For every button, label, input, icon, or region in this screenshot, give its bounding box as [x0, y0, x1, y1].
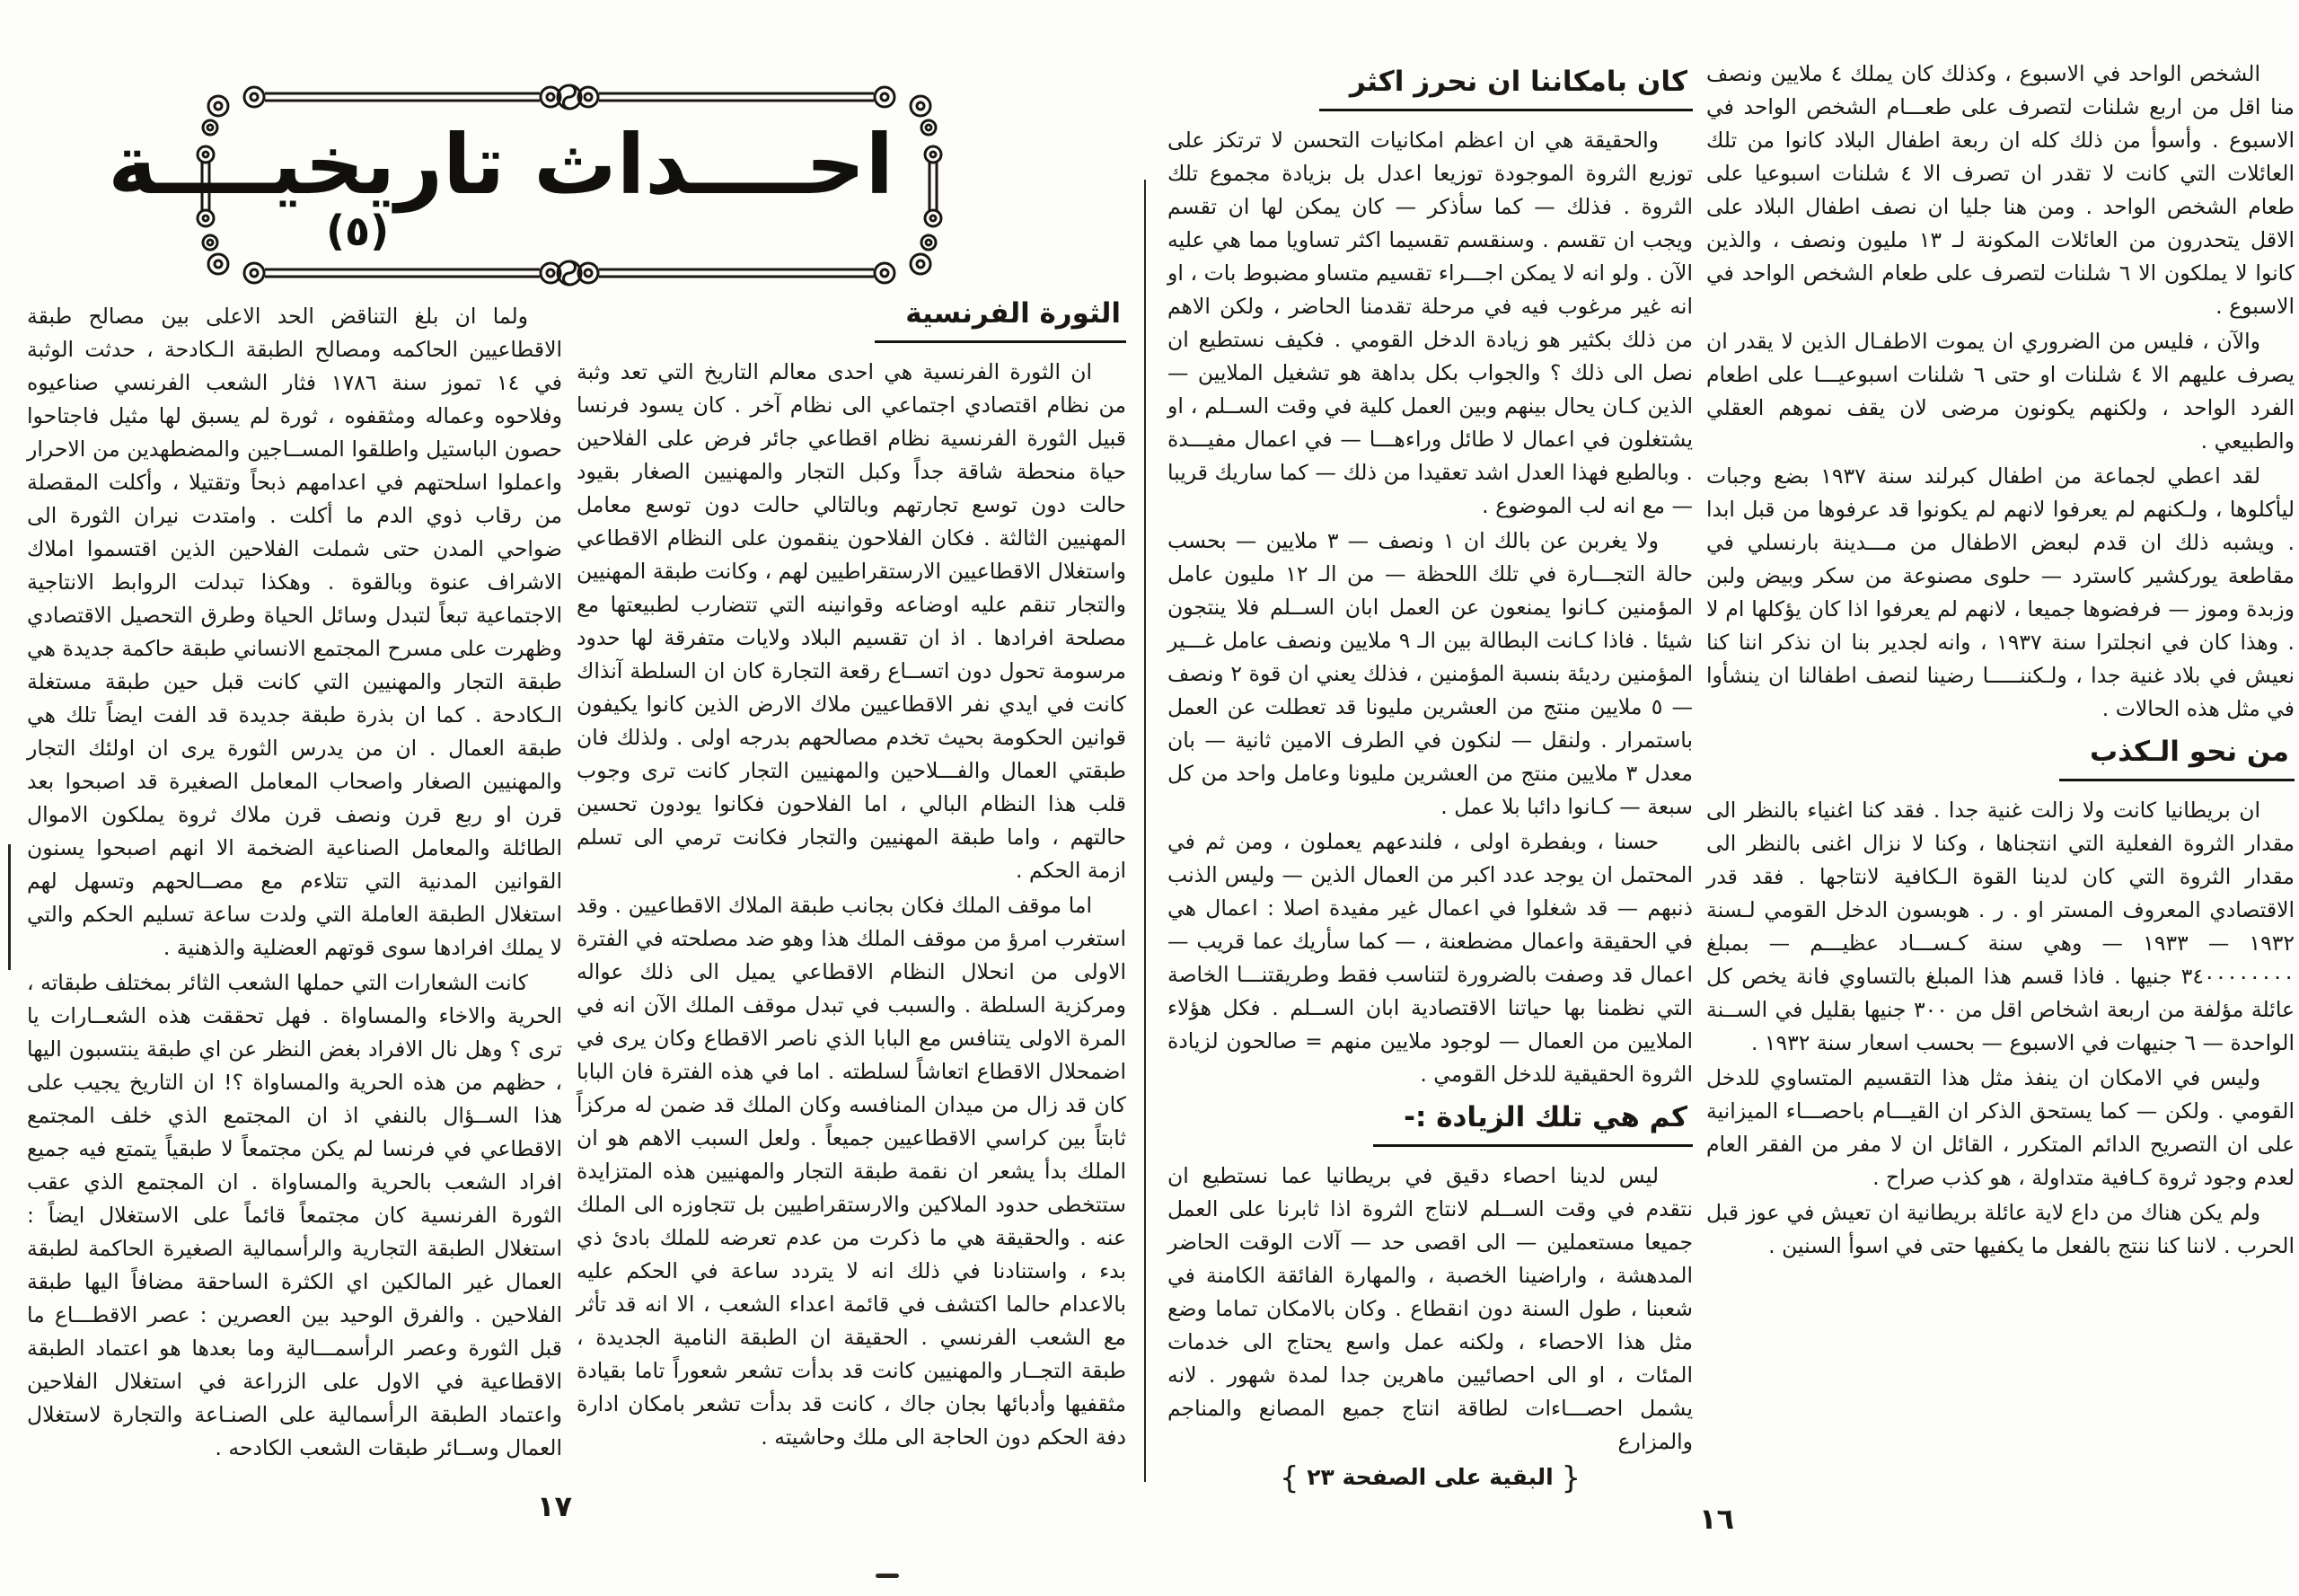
- page-gutter-rule: [1144, 180, 1146, 1482]
- paragraph: ولا يغربن عن بالك ان ١ ونصف — ٣ ملايين — بحسب حالة التجـــارة في تلك اللحظة — من الـ ١٢ مليون عامل المؤمنين كـانوا يمنعون عن العمل ابان الســلم فلا ينتجون شيئا . فاذا كـانت البطالة بين الـ ٩ ملايين ونصف عامل غـــير المؤمنين رديئة بنسبة المؤمنين ، فذلك يعني ان قوة ٢ ونصف — ٥ ملايين منتج من العشرين مليونا قد تعطلت عن العمل باستمرار . ولنقل — لنكون في الطرف الامين ثانية — بان معدل ٣ ملايين منتج من العشرين مليونا وعامل واحد من كل سبعة — كـانوا دائبا بلا عمل .: [1167, 527, 1694, 819]
- title-ornament-box: [108, 83, 947, 287]
- paragraph: والحقيقة هي ان اعظم امكانيات التحسن لا ترتكز على توزيع الثروة الموجودة توزيعا اعدل بل بزيادة مجموع تلك الثروة . فذلك — كما سأذكر — كان يمكن لها ان تقسم ويجب ان تقسم . وسنقسم تقسيما اكثر تساويا مما هي عليه الآن . ولو انه لا يمكن اجـــراء تقسيم متساو مضبوط بات ، او انه غير مرغوب فيه في مرحلة تقدمنا الحاضر ، ولكن الاهم من ذلك بكثير هو زيادة الدخل القومي . فكيف نستطيع ان نصل الى ذلك ؟ والجواب بكل بداهة هو تشغيل الملايين — الذين كـان يحال بينهم وبين العمل كلية في وقت الســلم ، او يشتغلون في اعمال لا طائل وراءهـــا — في اعمال مفيـــدة . وبالطبع فهذا العدل اشد تعقيدا من ذلك — كما ساريك قريبا — مع انه لب الموضوع .: [1167, 127, 1693, 518]
- paragraph: كانت الشعارات التي حملها الشعب الثائر بمختلف طبقاته ، الحرية والاخاء والمساواة . فهل تحققت هذه الشعــارات يا ترى ؟ وهل نال الافراد بغض النظر عن اي طبقة ينتسبون اليها ، حظهم من هذه الحرية والمساواة ؟! ان التاريخ يجيب على هذا الســؤال بالنفي اذ ان المجتمع الذي خلف المجتمع الاقطاعي في فرنسا لم يكن مجتمعاً لا طبقياً يتمتع فيه جميع افراد الشعب بالحرية والمساواة . ان المجتمع الذي عقب الثورة الفرنسية كان مجتمعاً قائماً على الاستغلال ايضاً : استغلال الطبقة التجارية والرأسمالية الصغيرة الحاكمة لطبقة العمال غير المالكين اي الكثرة الساحقة مضافاً اليها طبقة الفلاحين . والفرق الوحيد بين العصرين : عصر الاقطـــاع ما قبل الثورة وعصر الرأسمـــالية وما بعدها هو اعتماد الطبقة الاقطاعية في الاول على الزراعة في استغلال الفلاحين واعتماد الطبقة الرأسمالية على الصنـاعة والتجارة لاستغلال العمال وســائر طبقات الشعب الكادحه .: [27, 970, 562, 1460]
- paragraph: وليس في الامكان ان ينفذ مثل هذا التقسيم المتساوي للدخل القومي . ولكن — كما يستحق الذكر ان القيـــام باحصـــاء الميزانية على ان التصريح الدائم المتكرر ، القائل ان لا مفر من الفقر العام لعدم وجود ثروة كـافية متداولة ، هو كذب صراح .: [1706, 1064, 2295, 1190]
- section-heading-how-much-increase: كم هي تلك الزيادة :-: [1373, 1100, 1693, 1147]
- page-number-left: ١٧: [537, 1489, 573, 1523]
- continuation-note: [1167, 1460, 1693, 1495]
- page-number-right: ١٦: [1699, 1502, 1735, 1536]
- installment-number: (٥): [326, 207, 390, 255]
- scan-edge-mark: [8, 844, 11, 970]
- paragraph: ولم يكن هناك من داع لاية عائلة بريطانية ان تعيش في عوز قبل الحرب . لاننا كنا ننتج بالفعل ما يكفيها حتى في اسوأ السنين .: [1706, 1199, 2295, 1258]
- section-heading-could-have-achieved-more: كان بامكاننا ان نحرز اكثر: [1319, 65, 1693, 111]
- paragraph: ان بريطانيا كانت ولا زالت غنية جدا . فقد كنا اغنياء بالنظر الى مقدار الثروة الفعلية التي انتجناها ، وكنا لا نزال اغنى بالنظر الى مقدار الثروة التي كان لدينا القوة الـكافية لانتاجها . فقد قدر الاقتصادي المعروف المستر او . ر . هوبسون الدخل القومي لـسنة ١٩٣٢ — ١٩٣٣ — وهي سنة كـســـاد عظيـــم — بمبلغ ٣٤٠٠٠٠٠٠٠٠ جنيها . فاذا قسم هذا المبلغ بالتساوي فانة يخص كل عائلة مؤلفة من اربعة اشخاص اقل من ٣٠٠ جنيها بقليل في الســنة الواحدة — ٦ جنيهات في الاسبوع — بحسب اسعار سنة ١٩٣٢ .: [1706, 797, 2295, 1055]
- note-open-brace: {: [1561, 1459, 1581, 1496]
- right-page-main-column: [1167, 65, 1694, 1496]
- magazine-section-title: احــــداث تاريخيــــة: [108, 117, 894, 213]
- paragraph: لقد اعطي لجماعة من اطفال كبرلند سنة ١٩٣٧ بضع وجبات ليأكلوها ، ولـكنهم لم يعرفوا لانهم لم يكونوا قد عرفوها من قبل ابدا . ويشبه ذلك ان قدم لبعض الاطفال من مـــدينة بارنسلي في مقاطعة يوركشير كاسترد — حلوى مصنوعة من سكر وبيض ولبن وزبدة وموز — فرفضوها جميعا ، لانهم لم يعرفوا اذا كان يؤكلها ام لا . وهذا كان في انجلترا سنة ١٩٣٧ ، وانه لجدير بنا ان نذكر اننا كنا نعيش في بلاد غنية جدا ، ولـكننـــــا رضينا لنصف اطفالنا ان ينشأوا في مثل هذه الحالات .: [1706, 463, 2295, 721]
- left-page-inner-column: [577, 296, 1126, 1498]
- left-page-outer-column: [27, 300, 562, 1495]
- right-page: [1150, 0, 2299, 1596]
- paragraph: ان الثورة الفرنسية هي احدى معالم التاريخ التي تعد وثبة من نظام اقتصادي اجتماعي الى نظام آخر . كان يسود فرنسا قبيل الثورة الفرنسية نظام اقطاعي جائر فرض على الفلاحين حياة منحطة شاقة جداً وكبل التجار والمهنيين الصغار بقيود حالت دون توسع تجارتهم وبالتالي حالت دون توسع معامل المهنيين الثالثة . فكان الفلاحون ينقمون على النظام الاقطاعي واستغلال الاقطاعيين الارستقراطيين لهم ، وكانت طبقة المهنيين والتجار تنقم عليه اوضاعه وقوانينه التي تتضارب لطبيعتها مع مصلحة افرادها . اذ ان تقسيم البلاد ولايات متفرقة لها حدود مرسومة تحول دون اتســاع رقعة التجارة كان ان السلطة آنذاك كانت في ايدي نفر الاقطاعيين ملاك الارض الذين كانوا يكيفون قوانين الحكومة بحيث تخدم مصالحهم بدرجه اولى . ولذلك فان طبقتي العمال والفـــلاحين والمهنيين التجار كانت ترى وجوب قلب هذا النظام البالي ، اما الفلاحون فكانوا يودون تحسين حالتهم ، واما طبقة المهنيين والتجار فكانت ترمي الى تسلم ازمة الحكم .: [577, 358, 1126, 883]
- paragraph: حسنا ، وبفطرة اولى ، فلندعهم يعملون ، ومن ثم في المحتمل ان يوجد عدد اكبر من العمال الذين — وليس الذنب ذنبهم — قد شغلوا في اعمال غير مفيدة اصلا : اعمال هي في الحقيقة واعمال مضطعنة ، — كما سأريك عما قريب — اعمال قد وصفت بالضرورة لتناسب فقط وطريقتنـــا الخاصة التي نظمنا بها حياتنا الاقتصادية ابان الســلم . فكل هؤلاء الملايين من العمال — لوجود ملايين منهم = صالحون لزيادة الثروة الحقيقية للدخل القومي .: [1167, 828, 1693, 1087]
- scan-speck: [876, 1574, 899, 1578]
- paragraph: اما موقف الملك فكان بجانب طبقة الملاك الاقطاعيين . وقد استغرب امرؤ من موقف الملك هذا وهو ضد مصلحته في الفترة الاولى من انحلال النظام الاقطاعي يميل الى ذلك عواله ومركزية السلطة . والسبب في تبدل موقف الملك الآن انه في المرة الاولى يتنافس مع البابا الذي ناصر الاقطاع وكان يرى في اضمحلال الاقطاع اتعاشاً لسلطته . اما في هذه الفترة فان البابا كان قد زال من ميدان المنافسه وكان الملك قد ضمن له مركزاً ثابتاً بين كراسي الاقطاعيين جميعاً . ولعل السبب الاهم هو ان الملك بدأ يشعر ان نقمة طبقة التجار والمهنيين هذه المتزايدة ستتخطى حدود الملاكين والارستقراطيين بل تتجاوزه الى الملك عنه . والحقيقة هي ما ذكرت من عدم تعرضه للملك بادئ ذي بدء ، واستنادنا في ذلك انه لا يتردد ساعة في الحكم عليه بالاعدام حالما اكتشف في قائمة اعداء الشعب ، الا انه قد تأثر مع الشعب الفرنسي . الحقيقة ان الطبقة النامية الجديدة ، طبقة التجــار والمهنيين كانت قد بدأت تشعر شعوراً تاما بقيادة مثقفيها وأدبائها بجان جاك ، كانت قد بدأت تشعر بامكان ادارة دفة الحكم دون الحاجة الى ملك وحاشيته .: [577, 892, 1126, 1450]
- continuation-note-text: البقية على الصفحة ٢٣: [1299, 1463, 1562, 1490]
- section-heading-french-revolution: الثورة الفرنسية: [875, 296, 1126, 343]
- paragraph: ليس لدينا احصاء دقيق في بريطانيا عما نستطيع ان نتقدم في وقت الســلم لانتاج الثروة اذا ثابرنا على العمل جميعا مستعملين — الى اقصى حد — آلات الوقت الحاضر المدهشة ، واراضينا الخصبة ، والمهارة الفائقة الكامنة في شعبنا ، طول السنة دون انقطاع . وكان بالامكان تماما وضع مثل هذا الاحصاء ، ولكنه عمل واسع يحتاج الى خدمات المئات ، او الى احصائيين ماهرين جدا لمدة شهور . لانه يشمل احصـــاءات لطاقة انتاج جميع المصانع والمناجم والمزارع: [1167, 1162, 1693, 1454]
- paragraph: والآن ، فليس من الضروري ان يموت الاطفـال الذين لا يقدر ان يصرف عليهم الا ٤ شلنات او حتى ٦ شلنات اسبوعيـــا على اطعام الفرد الواحد ، ولكنهم يكونون مرضى لان يقف نموهم العقلي والطبيعي .: [1706, 329, 2295, 454]
- section-heading-about-the-lie: من نحو الـكذب: [2059, 735, 2295, 781]
- paragraph: الشخص الواحد في الاسبوع ، وكذلك كان يملك ٤ ملايين ونصف منا اقل من اربع شلنات لتصرف على طعـــام الشخص الواحد في الاسبوع . وأسوأ من ذلك كله ان ربعة اطفال البلاد كانوا من تلك العائلات التي كانت لا تقدر ان تصرف الا ٤ شلنات اسبوعيا على طعام الشخص الواحد . ومن هنا جليا ان نصف اطفال البلاد على الاقل يتحدرون من العائلات المكونة لـ ١٣ مليون ونصف ، والذين كانوا لا يملكون الا ٦ شلنات لتصرف على طعام الشخص الواحد في الاسبوع .: [1706, 61, 2295, 319]
- paragraph: ولما ان بلغ التناقض الحد الاعلى بين مصالح طبقة الاقطاعيين الحاكمه ومصالح الطبقة الـكادحة ، حدثت الوثبة في ١٤ تموز سنة ١٧٨٦ فثار الشعب الفرنسي صناعيوه وفلاحوه وعماله ومثقفوه ، ثورة لم يسبق لها مثيل فاجتاحوا حصون الباستيل واطلقوا المســاجين والمضطهدين من الاحرار واعملوا اسلحتهم في اعدامهم ذبحاً وتقتيلا ، وأكلت المقصلة من رقاب ذوي الدم ما أكلت . وامتدت نيران الثورة الى ضواحي المدن حتى شملت الفلاحين الذين اقتسموا املاك الاشراف عنوة وبالقوة . وهكذا تبدلت الروابط الانتاجية الاجتماعية تبعاً لتبدل وسائل الحياة وطرق التحصيل الاقتصادي وظهرت على مسرح المجتمع الانساني طبقة حاكمة جديدة هي طبقة التجار والمهنيين التي كانت قبل حين طبقة مستغلة الـكادحة . كما ان بذرة طبقة جديدة قد الفت ايضاً تلك هي طبقة العمال . ان من يدرس الثورة يرى ان اولئك التجار والمهنيين الصغار واصحاب المعامل الصغيرة قد اصبحوا بعد قرن او ربع قرن ونصف قرن ملاك ثروة يملكون الاموال الطائلة والمعامل الصناعية الضخمة الا انهم اصبحوا يسنون القوانين المدنية التي تتلاءم مع مصــالحهم وتسهل لهم استغلال الطبقة العاملة التي ولدت ساعة تسليم الحكم والتي لا يملك افرادها سوى قوتهم العضلية والذهنية .: [27, 304, 563, 960]
- right-page-side-column: [1706, 57, 2295, 1451]
- note-close-brace: }: [1279, 1459, 1299, 1496]
